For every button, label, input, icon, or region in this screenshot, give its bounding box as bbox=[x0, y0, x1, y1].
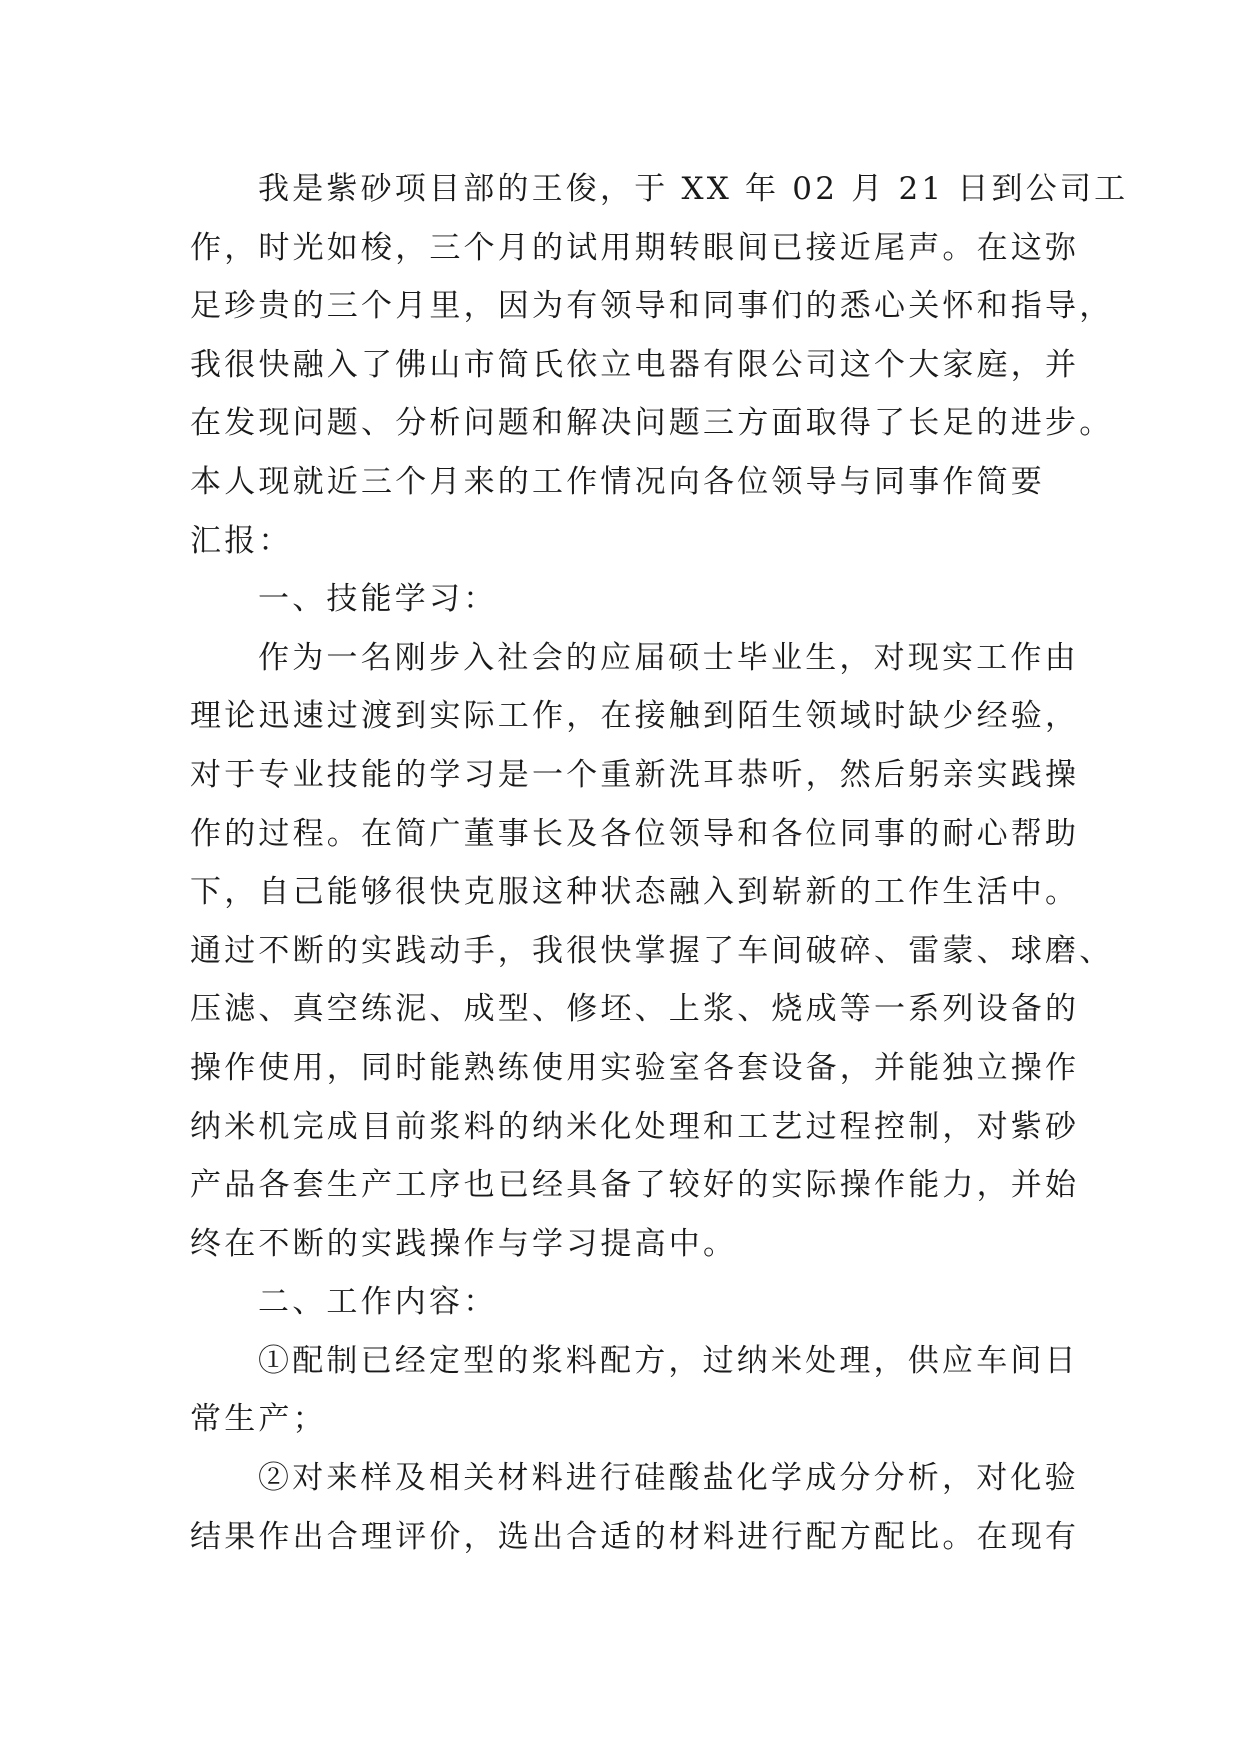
paragraph-line: 在发现问题、分析问题和解决问题三方面取得了长足的进步。 bbox=[190, 405, 1114, 442]
paragraph-line: 本人现就近三个月来的工作情况向各位领导与同事作简要 bbox=[190, 463, 1045, 500]
paragraph-line: 作为一名刚步入社会的应届硕士毕业生，对现实工作由 bbox=[258, 639, 1079, 676]
paragraph-line: 我很快融入了佛山市简氏依立电器有限公司这个大家庭，并 bbox=[190, 346, 1080, 383]
paragraph-line: 汇报： bbox=[190, 522, 293, 559]
list-item-line: ①配制已经定型的浆料配方，过纳米处理，供应车间日 bbox=[258, 1342, 1079, 1379]
paragraph-line: 作，时光如梭，三个月的试用期转眼间已接近尾声。在这弥 bbox=[190, 229, 1080, 266]
paragraph-line: 足珍贵的三个月里，因为有领导和同事们的悉心关怀和指导， bbox=[190, 288, 1114, 325]
paragraph-line: 操作使用，同时能熟练使用实验室各套设备，并能独立操作 bbox=[190, 1049, 1080, 1086]
paragraph-line: 作的过程。在简广董事长及各位领导和各位同事的耐心帮助 bbox=[190, 815, 1080, 852]
paragraph-line: 通过不断的实践动手，我很快掌握了车间破碎、雷蒙、球磨、 bbox=[190, 932, 1114, 969]
document-body bbox=[190, 160, 1129, 1566]
list-item-line: 常生产； bbox=[190, 1401, 327, 1438]
paragraph-line: 下，自己能够很快克服这种状态融入到崭新的工作生活中。 bbox=[190, 874, 1080, 911]
paragraph-line: 终在不断的实践操作与学习提高中。 bbox=[190, 1225, 738, 1262]
section-heading: 二、工作内容： bbox=[258, 1284, 498, 1321]
paragraph-line: 理论迅速过渡到实际工作，在接触到陌生领域时缺少经验， bbox=[190, 698, 1080, 735]
paragraph-line: 纳米机完成目前浆料的纳米化处理和工艺过程控制，对紫砂 bbox=[190, 1108, 1080, 1145]
section-heading: 一、技能学习： bbox=[258, 581, 498, 618]
list-item-line: 结果作出合理评价，选出合适的材料进行配方配比。在现有 bbox=[190, 1518, 1080, 1555]
list-item-line: ②对来样及相关材料进行硅酸盐化学成分分析，对化验 bbox=[258, 1460, 1079, 1497]
paragraph-line: 对于专业技能的学习是一个重新洗耳恭听，然后躬亲实践操 bbox=[190, 756, 1080, 793]
paragraph-line: 产品各套生产工序也已经具备了较好的实际操作能力，并始 bbox=[190, 1167, 1080, 1204]
paragraph-line: 我是紫砂项目部的王俊，于 XX 年 02 月 21 日到公司工 bbox=[258, 171, 1129, 207]
paragraph-line: 压滤、真空练泥、成型、修坯、上浆、烧成等一系列设备的 bbox=[190, 991, 1080, 1028]
